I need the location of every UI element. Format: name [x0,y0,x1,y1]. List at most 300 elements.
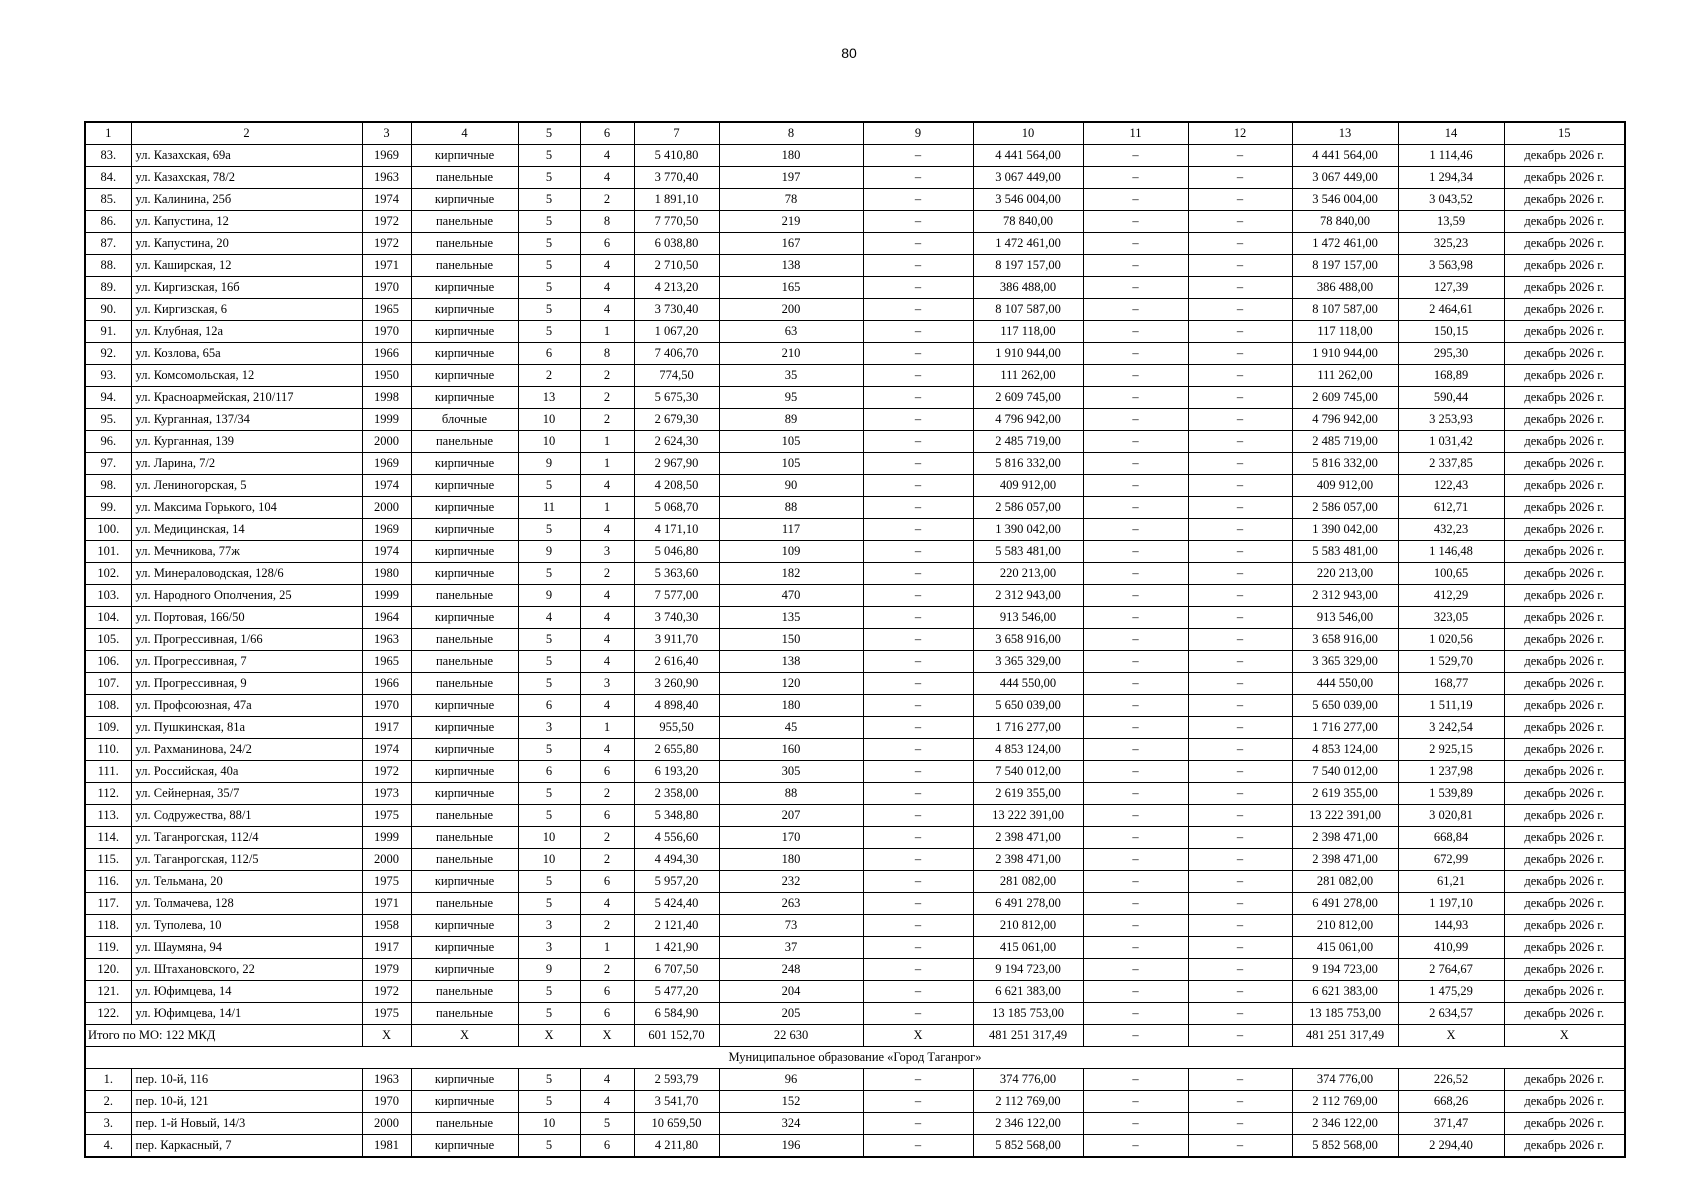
header-cell: 12 [1188,122,1292,145]
table-cell: панельные [411,629,518,651]
table-cell: 96 [719,1069,863,1091]
address-cell: ул. Туполева, 10 [131,915,362,937]
table-cell: 111 262,00 [1292,365,1398,387]
table-cell: – [863,541,973,563]
table-cell: декабрь 2026 г. [1504,761,1625,783]
table-cell: 102. [85,563,131,585]
table-cell: 122. [85,1003,131,1025]
table-cell: декабрь 2026 г. [1504,497,1625,519]
address-cell: ул. Минераловодская, 128/6 [131,563,362,585]
table-cell: 4 853 124,00 [1292,739,1398,761]
table-cell: 5 [518,299,580,321]
table-cell: 168,77 [1398,673,1504,695]
table-cell: 5 816 332,00 [1292,453,1398,475]
table-cell: – [863,761,973,783]
table-cell: 5 [518,871,580,893]
table-cell: 220 213,00 [1292,563,1398,585]
table-cell: 2000 [362,431,411,453]
table-cell: 7 540 012,00 [973,761,1083,783]
table-cell: 1 197,10 [1398,893,1504,915]
table-cell: 1970 [362,321,411,343]
table-cell: 1972 [362,761,411,783]
table-cell: 1999 [362,409,411,431]
table-cell: кирпичные [411,343,518,365]
table-cell: 1. [85,1069,131,1091]
table-cell: – [1083,453,1188,475]
table-cell: декабрь 2026 г. [1504,343,1625,365]
table-cell: 88 [719,497,863,519]
table-cell: 180 [719,849,863,871]
table-cell: – [863,277,973,299]
table-cell: – [1188,761,1292,783]
address-cell: ул. Каширская, 12 [131,255,362,277]
table-cell: 1 020,56 [1398,629,1504,651]
table-cell: 325,23 [1398,233,1504,255]
table-cell: 100. [85,519,131,541]
table-cell: – [1188,233,1292,255]
table-cell: 3 067 449,00 [1292,167,1398,189]
total-cell: 481 251 317,49 [973,1025,1083,1047]
table-cell: 1 237,98 [1398,761,1504,783]
table-cell: декабрь 2026 г. [1504,233,1625,255]
table-cell: – [863,893,973,915]
table-cell: 5 046,80 [634,541,719,563]
table-cell: – [1083,959,1188,981]
address-cell: ул. Киргизская, 6 [131,299,362,321]
table-cell: – [1188,959,1292,981]
table-cell: 9 [518,959,580,981]
table-cell: 1 [580,937,634,959]
table-cell: 120 [719,673,863,695]
table-cell: декабрь 2026 г. [1504,211,1625,233]
table-cell: кирпичные [411,739,518,761]
section-title: Муниципальное образование «Город Таганрог» [85,1047,1625,1069]
table-cell: панельные [411,827,518,849]
address-cell: ул. Российская, 40а [131,761,362,783]
table-cell: 107. [85,673,131,695]
total-row [85,1025,1625,1047]
table-cell: 386 488,00 [1292,277,1398,299]
table-cell: 4 494,30 [634,849,719,871]
table-cell: – [1188,937,1292,959]
table-cell: 2000 [362,1113,411,1135]
table-cell: 105 [719,453,863,475]
table-cell: 4 [580,299,634,321]
table-cell: 6 [518,695,580,717]
table-cell: 13,59 [1398,211,1504,233]
table-cell: – [1083,673,1188,695]
table-cell: 1998 [362,387,411,409]
table-cell: 2 [580,915,634,937]
table-cell: 205 [719,1003,863,1025]
table-row [85,805,1625,827]
table-cell: декабрь 2026 г. [1504,893,1625,915]
table-cell: декабрь 2026 г. [1504,431,1625,453]
table-row [85,497,1625,519]
header-cell: 3 [362,122,411,145]
table-cell: 4 [580,651,634,673]
table-row [85,343,1625,365]
table-cell: кирпичные [411,453,518,475]
table-cell: 160 [719,739,863,761]
table-cell: кирпичные [411,563,518,585]
address-cell: ул. Юфимцева, 14 [131,981,362,1003]
table-cell: 1 [580,497,634,519]
table-cell: декабрь 2026 г. [1504,299,1625,321]
table-cell: – [1083,871,1188,893]
table-cell: 1 475,29 [1398,981,1504,1003]
table-cell: 2 634,57 [1398,1003,1504,1025]
table-cell: – [1083,739,1188,761]
table-cell: 281 082,00 [973,871,1083,893]
table-cell: 3 911,70 [634,629,719,651]
total-cell: Х [580,1025,634,1047]
table-cell: – [1083,1113,1188,1135]
table-cell: декабрь 2026 г. [1504,1135,1625,1158]
table-cell: – [863,321,973,343]
table-cell: 5 [518,1069,580,1091]
table-cell: 8 [580,343,634,365]
table-cell: декабрь 2026 г. [1504,321,1625,343]
table-cell: 87. [85,233,131,255]
table-cell: – [863,849,973,871]
table-cell: 5 [518,563,580,585]
table-cell: 10 [518,1113,580,1135]
table-cell: 135 [719,607,863,629]
table-cell: декабрь 2026 г. [1504,717,1625,739]
table-row [85,915,1625,937]
table-cell: 6 [518,761,580,783]
table-cell: 3 [580,673,634,695]
table-cell: – [1188,365,1292,387]
table-row [85,1069,1625,1091]
table-cell: 2 [580,563,634,585]
table-cell: – [1188,915,1292,937]
total-cell: 601 152,70 [634,1025,719,1047]
table-cell: 7 577,00 [634,585,719,607]
table-cell: 2. [85,1091,131,1113]
table-cell: 2 337,85 [1398,453,1504,475]
table-cell: кирпичные [411,321,518,343]
table-cell: 5 363,60 [634,563,719,585]
table-cell: 207 [719,805,863,827]
table-cell: 774,50 [634,365,719,387]
table-row [85,189,1625,211]
table-cell: – [1083,563,1188,585]
table-cell: 590,44 [1398,387,1504,409]
table-cell: 4 898,40 [634,695,719,717]
table-cell: – [1188,739,1292,761]
table-cell: 4 [580,629,634,651]
table-cell: – [1083,431,1188,453]
table-cell: 95. [85,409,131,431]
table-cell: кирпичные [411,959,518,981]
table-cell: – [863,1113,973,1135]
header-cell: 5 [518,122,580,145]
table-cell: 4 [580,277,634,299]
table-cell: кирпичные [411,475,518,497]
table-cell: 2 616,40 [634,651,719,673]
table-cell: кирпичные [411,387,518,409]
table-cell: декабрь 2026 г. [1504,365,1625,387]
table-cell: – [1083,805,1188,827]
table-cell: декабрь 2026 г. [1504,783,1625,805]
table-cell: 5 [518,519,580,541]
table-cell: 116. [85,871,131,893]
table-cell: 73 [719,915,863,937]
table-cell: 3 658 916,00 [1292,629,1398,651]
table-cell: панельные [411,651,518,673]
table-cell: 323,05 [1398,607,1504,629]
table-cell: 4 [580,739,634,761]
table-cell: 2 [580,849,634,871]
table-cell: – [1083,321,1188,343]
table-cell: 3 770,40 [634,167,719,189]
table-cell: – [1083,629,1188,651]
table-cell: – [1083,343,1188,365]
address-cell: ул. Красноармейская, 210/117 [131,387,362,409]
table-cell: 2 358,00 [634,783,719,805]
table-cell: 5 424,40 [634,893,719,915]
table-row [85,255,1625,277]
table-cell: 3 [518,717,580,739]
table-cell: 88. [85,255,131,277]
table-cell: – [863,519,973,541]
table-cell: 78 [719,189,863,211]
table-cell: 248 [719,959,863,981]
table-cell: – [1188,541,1292,563]
table-cell: декабрь 2026 г. [1504,651,1625,673]
table-cell: 6 621 383,00 [1292,981,1398,1003]
table-cell: 2 398 471,00 [973,849,1083,871]
table-cell: 5 [518,629,580,651]
table-row [85,871,1625,893]
table-cell: – [1083,167,1188,189]
table-cell: декабрь 2026 г. [1504,277,1625,299]
table-cell: 7 770,50 [634,211,719,233]
table-cell: 2 967,90 [634,453,719,475]
table-cell: декабрь 2026 г. [1504,849,1625,871]
table-cell: – [863,959,973,981]
table-cell: 1 294,34 [1398,167,1504,189]
table-cell: 121. [85,981,131,1003]
table-row [85,519,1625,541]
table-cell: 1 067,20 [634,321,719,343]
table-cell: – [863,607,973,629]
table-cell: 109 [719,541,863,563]
table-cell: 2 619 355,00 [973,783,1083,805]
table-cell: 5 348,80 [634,805,719,827]
total-cell: Х [362,1025,411,1047]
table-cell: 13 222 391,00 [973,805,1083,827]
table-cell: – [1188,255,1292,277]
table-row [85,695,1625,717]
table-cell: – [863,629,973,651]
table-cell: 410,99 [1398,937,1504,959]
table-cell: 10 [518,431,580,453]
table-cell: – [863,695,973,717]
table-cell: 5 [518,321,580,343]
header-cell: 6 [580,122,634,145]
table-cell: 3. [85,1113,131,1135]
table-cell: 1999 [362,585,411,607]
table-cell: 415 061,00 [1292,937,1398,959]
table-cell: – [863,827,973,849]
table-cell: – [1188,1091,1292,1113]
table-cell: – [1188,1135,1292,1158]
table-cell: 10 [518,827,580,849]
table-cell: 4 211,80 [634,1135,719,1158]
table-cell: – [1188,189,1292,211]
header-cell: 9 [863,122,973,145]
table-cell: – [1083,299,1188,321]
table-cell: – [863,783,973,805]
header-cell: 1 [85,122,131,145]
address-cell: ул. Народного Ополчения, 25 [131,585,362,607]
table-cell: – [863,717,973,739]
table-cell: – [1083,827,1188,849]
table-cell: 3 730,40 [634,299,719,321]
table-cell: декабрь 2026 г. [1504,981,1625,1003]
table-cell: 35 [719,365,863,387]
table-cell: 9 [518,585,580,607]
table-cell: 90. [85,299,131,321]
table-cell: 1972 [362,233,411,255]
table-cell: 197 [719,167,863,189]
table-cell: 1 716 277,00 [973,717,1083,739]
table-cell: декабрь 2026 г. [1504,167,1625,189]
table-cell: 1966 [362,673,411,695]
table-cell: 122,43 [1398,475,1504,497]
table-cell: – [1188,695,1292,717]
table-cell: 5 068,70 [634,497,719,519]
table-cell: 6 491 278,00 [1292,893,1398,915]
table-cell: 1971 [362,893,411,915]
table-cell: – [1083,695,1188,717]
address-cell: ул. Мечникова, 77ж [131,541,362,563]
table-cell: 2 312 943,00 [1292,585,1398,607]
table-cell: – [1188,343,1292,365]
table-cell: – [863,1135,973,1158]
table-cell: 167 [719,233,863,255]
table-cell: 1975 [362,805,411,827]
address-cell: ул. Капустина, 12 [131,211,362,233]
table-cell: декабрь 2026 г. [1504,827,1625,849]
table-cell: декабрь 2026 г. [1504,563,1625,585]
address-cell: ул. Рахманинова, 24/2 [131,739,362,761]
table-cell: 9 194 723,00 [973,959,1083,981]
table-row [85,387,1625,409]
table-cell: – [1188,981,1292,1003]
table-cell: 97. [85,453,131,475]
table-cell: 127,39 [1398,277,1504,299]
table-cell: 2 312 943,00 [973,585,1083,607]
table-cell: 13 222 391,00 [1292,805,1398,827]
table-cell: 374 776,00 [1292,1069,1398,1091]
table-cell: 2 679,30 [634,409,719,431]
table-cell: 144,93 [1398,915,1504,937]
table-cell: 1917 [362,937,411,959]
table-cell: 3 242,54 [1398,717,1504,739]
table-cell: кирпичные [411,365,518,387]
address-cell: ул. Прогрессивная, 7 [131,651,362,673]
table-cell: 78 840,00 [973,211,1083,233]
table-cell: кирпичные [411,277,518,299]
table-cell: 612,71 [1398,497,1504,519]
table-cell: 4 [580,585,634,607]
address-cell: ул. Штахановского, 22 [131,959,362,981]
table-cell: 6 707,50 [634,959,719,981]
address-cell: ул. Юфимцева, 14/1 [131,1003,362,1025]
table-cell: 117 118,00 [1292,321,1398,343]
table-cell: – [1083,607,1188,629]
table-cell: 2 398 471,00 [1292,849,1398,871]
table-row [85,959,1625,981]
table-cell: 1970 [362,277,411,299]
table-cell: – [1083,1069,1188,1091]
table-cell: декабрь 2026 г. [1504,629,1625,651]
table-cell: – [863,365,973,387]
table-cell: 5 [518,255,580,277]
table-cell: кирпичные [411,189,518,211]
table-cell: – [863,497,973,519]
table-cell: 103. [85,585,131,607]
table-cell: 955,50 [634,717,719,739]
table-cell: 83. [85,145,131,167]
table-cell: декабрь 2026 г. [1504,519,1625,541]
table-cell: декабрь 2026 г. [1504,409,1625,431]
table-cell: 1 716 277,00 [1292,717,1398,739]
table-cell: 2 346 122,00 [1292,1113,1398,1135]
table-cell: 324 [719,1113,863,1135]
table-cell: 114. [85,827,131,849]
table-cell: – [1083,651,1188,673]
table-cell: – [863,937,973,959]
table-cell: 95 [719,387,863,409]
table-row [85,453,1625,475]
table-cell: 1974 [362,739,411,761]
table-cell: 200 [719,299,863,321]
table-cell: 2 624,30 [634,431,719,453]
table-cell: 371,47 [1398,1113,1504,1135]
address-cell: ул. Лениногорская, 5 [131,475,362,497]
table-cell: – [1083,893,1188,915]
table-cell: 1 539,89 [1398,783,1504,805]
table-cell: – [863,453,973,475]
table-row [85,365,1625,387]
table-cell: 5 650 039,00 [973,695,1083,717]
table-cell: панельные [411,1113,518,1135]
total-label: Итого по МО: 122 МКД [85,1025,362,1047]
table-cell: 5 [518,783,580,805]
table-row [85,233,1625,255]
table-cell: 3 365 329,00 [973,651,1083,673]
table-cell: 1 031,42 [1398,431,1504,453]
table-cell: 219 [719,211,863,233]
table-cell: 5 [518,893,580,915]
table-cell: кирпичные [411,1091,518,1113]
table-cell: 295,30 [1398,343,1504,365]
table-cell: 409 912,00 [973,475,1083,497]
total-cell: Х [411,1025,518,1047]
table-cell: 8 107 587,00 [1292,299,1398,321]
table-cell: 5 816 332,00 [973,453,1083,475]
table-cell: – [863,981,973,1003]
table-cell: – [1083,937,1188,959]
table-cell: – [863,431,973,453]
table-cell: 4 [580,167,634,189]
table-row [85,827,1625,849]
